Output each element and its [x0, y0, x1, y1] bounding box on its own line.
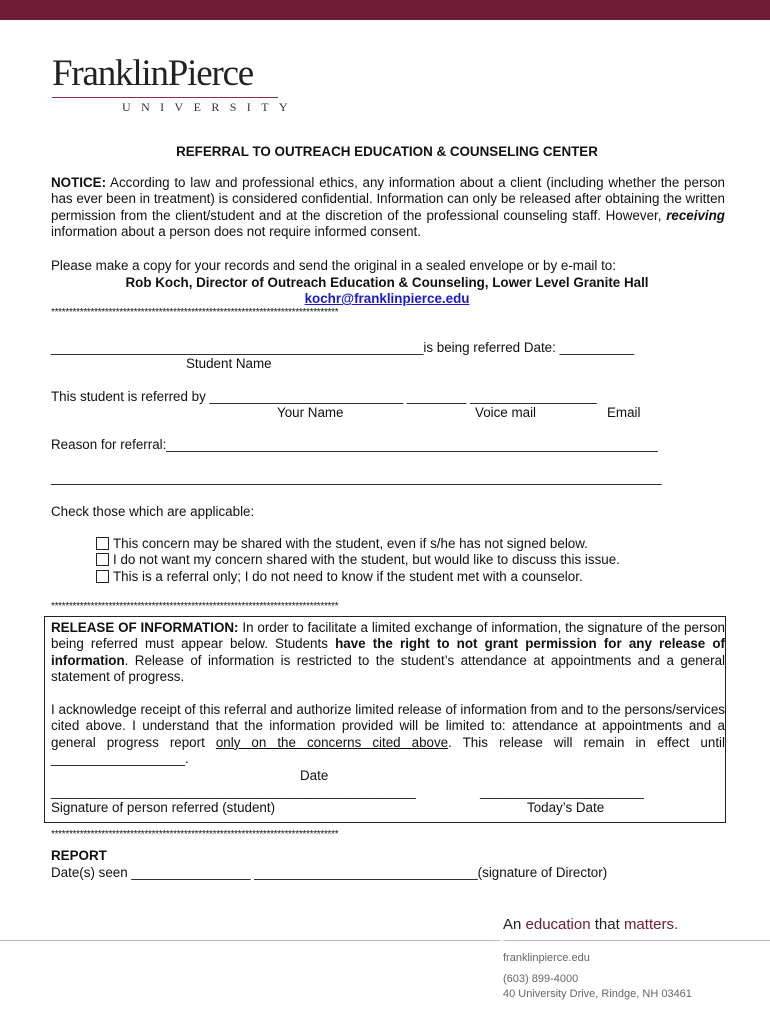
your-name-label: Your Name [277, 405, 344, 420]
report-heading: REPORT [51, 848, 107, 863]
notice-text-end: information about a person does not require informed consent. [51, 224, 421, 240]
signature-line[interactable]: _________________________________________________ [51, 784, 416, 799]
tagline [503, 916, 678, 933]
release-text-end: . Release of information is restricted to the student’s attendance at appointments and a general statement of progress. [51, 652, 725, 685]
tagline-part: that [590, 916, 624, 933]
reason-line-2[interactable]: __________________________________________________________________________________ [51, 470, 662, 485]
notice-paragraph [51, 175, 725, 241]
release-paragraph [51, 620, 725, 686]
contact-email-link[interactable]: kochr@franklinpierce.edu [304, 291, 470, 306]
footer-rule-right [503, 940, 770, 941]
page-title: REFERRAL TO OUTREACH EDUCATION & COUNSELING CENTER [176, 144, 598, 159]
ack-underlined: only on the concerns cited above [215, 734, 449, 750]
release-label: RELEASE OF INFORMATION: [51, 620, 239, 635]
email-label: Email [607, 405, 641, 420]
check-item-label: This is a referral only; I do not need to know if the student met with a counselor. [113, 569, 583, 584]
checkbox[interactable] [96, 570, 109, 583]
divider-stars: ******************************************************************************** [51, 829, 339, 840]
check-item [96, 552, 620, 567]
tagline-education: education [525, 916, 591, 933]
tagline-matters: matters. [623, 916, 679, 933]
date-label: Date [300, 768, 329, 783]
reason-line[interactable]: Reason for referral:__________________________________________________________________ [51, 437, 658, 452]
checkbox[interactable] [96, 537, 109, 550]
divider-stars: ******************************************************************************** [51, 307, 339, 318]
signature-label: Signature of person referred (student) [51, 800, 276, 815]
tagline-part: An [503, 916, 526, 933]
instructions: Please make a copy for your records and send the original in a sealed envelope or by e-mail to: [51, 258, 616, 273]
notice-text: According to law and professional ethics, any information about a client (including whether the person has ever been in treatment) is considered confidential. Information can only be released after obtaining the written permission from the client/student and at the discretion of the professional counseling staff. However, [51, 175, 725, 223]
notice-receiving: receiving [666, 207, 725, 223]
acknowledge-paragraph [51, 702, 725, 768]
top-banner [0, 0, 770, 20]
footer-url[interactable]: franklinpierce.edu [503, 952, 590, 964]
release-right: have the right to not grant permission for any release of information [51, 636, 725, 668]
footer-rule-left [0, 940, 500, 941]
notice-label: NOTICE: [51, 175, 107, 190]
check-item-label: I do not want my concern shared with the student, but would like to discuss this issue. [113, 552, 620, 567]
todays-date-label: Today’s Date [527, 800, 605, 815]
referred-by-line[interactable]: This student is referred by __________________________ ________ _________________ [51, 389, 597, 404]
checklist-heading: Check those which are applicable: [51, 504, 255, 519]
university-logo [52, 54, 298, 115]
student-name-line[interactable]: __________________________________________________is being referred Date: __________ [51, 340, 635, 355]
voice-mail-label: Voice mail [475, 405, 537, 420]
check-item [96, 536, 588, 551]
student-name-label: Student Name [186, 356, 272, 371]
footer-phone: (603) 899-4000 [503, 973, 579, 985]
divider-stars: ******************************************************************************** [51, 601, 339, 612]
footer-address: 40 University Drive, Rindge, NH 03461 [503, 988, 692, 1000]
report-line[interactable]: Date(s) seen ________________ ______________________________(signature of Director) [51, 865, 608, 880]
contact-line: Rob Koch, Director of Outreach Education & Counseling, Lower Level Granite Hall [125, 275, 649, 290]
ack-text-end: . This release will remain in effect until __________________. [51, 734, 725, 767]
check-item [96, 569, 583, 584]
release-text: In order to facilitate a limited exchange of information, the signature of the person being referred must appear below. Students [51, 620, 726, 652]
logo-rule [52, 97, 278, 98]
logo-university: UNIVERSITY [122, 100, 298, 114]
checkbox[interactable] [96, 553, 109, 566]
logo-name: FranklinPierce [52, 53, 254, 94]
ack-text: I acknowledge receipt of this referral and authorize limited release of information from and to the persons/services cited above. I understand that the information provided will be limited to: attendance at appointments and a general progress report [51, 702, 725, 750]
todays-date-line[interactable]: ______________________ [480, 784, 644, 799]
check-item-label: This concern may be shared with the student, even if s/he has not signed below. [113, 536, 588, 551]
